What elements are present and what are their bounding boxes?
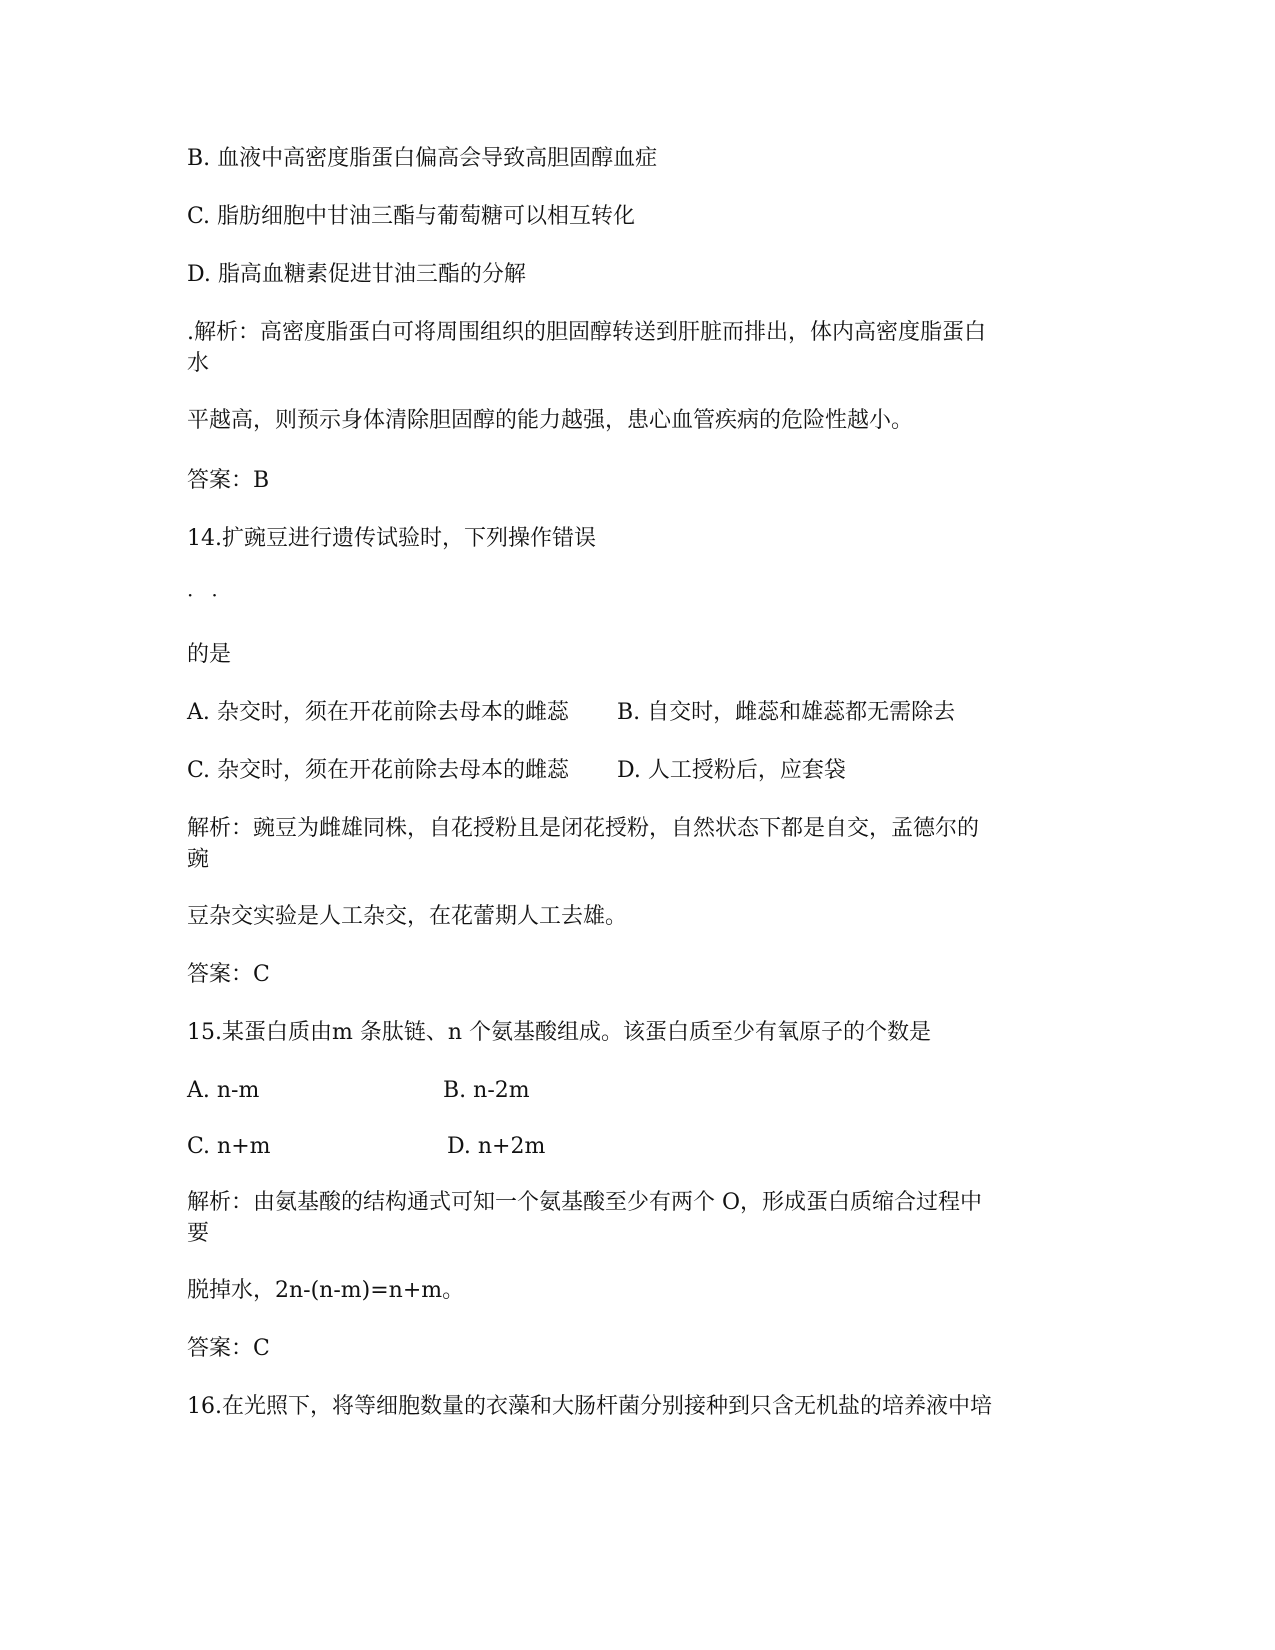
question-16: 16.在光照下，将等细胞数量的衣藻和大肠杆菌分别接种到只含无机盐的培养液中培 <box>187 1394 992 1419</box>
analysis-13-line-1: .解析：高密度脂蛋白可将周围组织的胆固醇转送到肝脏而排出，体内高密度脂蛋白 <box>187 320 986 345</box>
analysis-15-line-2: 要 <box>187 1221 210 1246</box>
option-c-line: C. 脂肪细胞中甘油三酯与葡萄糖可以相互转化 <box>187 204 636 229</box>
option-d-line: D. 脂高血糖素促进甘油三酯的分解 <box>187 262 526 287</box>
answer-15: 答案：C <box>187 1336 270 1361</box>
analysis-14-line-1: 解析：豌豆为雌雄同株，自花授粉且是闭花授粉，自然状态下都是自交，孟德尔的 <box>187 816 980 841</box>
analysis-13-line-3: 平越高，则预示身体清除胆固醇的能力越强，患心血管疾病的危险性越小。 <box>187 408 914 433</box>
question-15-options-row-2 <box>187 1132 1087 1162</box>
question-14-option-b: B. 自交时，雌蕊和雄蕊都无需除去 <box>617 700 956 725</box>
emphasis-dots: ·· <box>187 583 236 607</box>
question-14-option-d: D. 人工授粉后，应套袋 <box>617 758 846 783</box>
analysis-14-line-3: 豆杂交实验是人工杂交，在花蕾期人工去雄。 <box>187 904 628 929</box>
answer-13: 答案：B <box>187 468 270 493</box>
question-15-options-row-1 <box>187 1076 1087 1106</box>
analysis-15-line-3: 脱掉水，2n-(n-m)=n+m。 <box>187 1278 465 1303</box>
analysis-15-line-1: 解析：由氨基酸的结构通式可知一个氨基酸至少有两个 O，形成蛋白质缩合过程中 <box>187 1190 983 1215</box>
analysis-14-line-2: 豌 <box>187 847 210 872</box>
answer-14: 答案：C <box>187 962 270 987</box>
question-15-option-b: B. n-2m <box>443 1078 530 1103</box>
question-15: 15.某蛋白质由m 条肽链、n 个氨基酸组成。该蛋白质至少有氧原子的个数是 <box>187 1020 932 1045</box>
question-15-option-c: C. n+m <box>187 1134 271 1159</box>
question-15-option-a: A. n-m <box>187 1078 260 1103</box>
question-14-option-a: A. 杂交时，须在开花前除去母本的雌蕊 <box>187 700 569 725</box>
option-b-line: B. 血液中高密度脂蛋白偏高会导致高胆固醇血症 <box>187 146 658 171</box>
question-15-option-d: D. n+2m <box>447 1134 546 1159</box>
analysis-13-line-2: 水 <box>187 351 210 376</box>
question-14-options-row-1 <box>187 698 1087 728</box>
question-14-options-row-2 <box>187 756 1087 786</box>
question-14-continued: 的是 <box>187 642 232 667</box>
question-14: 14.扩豌豆进行遗传试验时，下列操作错误 <box>187 526 596 551</box>
question-14-option-c: C. 杂交时，须在开花前除去母本的雌蕊 <box>187 758 570 783</box>
